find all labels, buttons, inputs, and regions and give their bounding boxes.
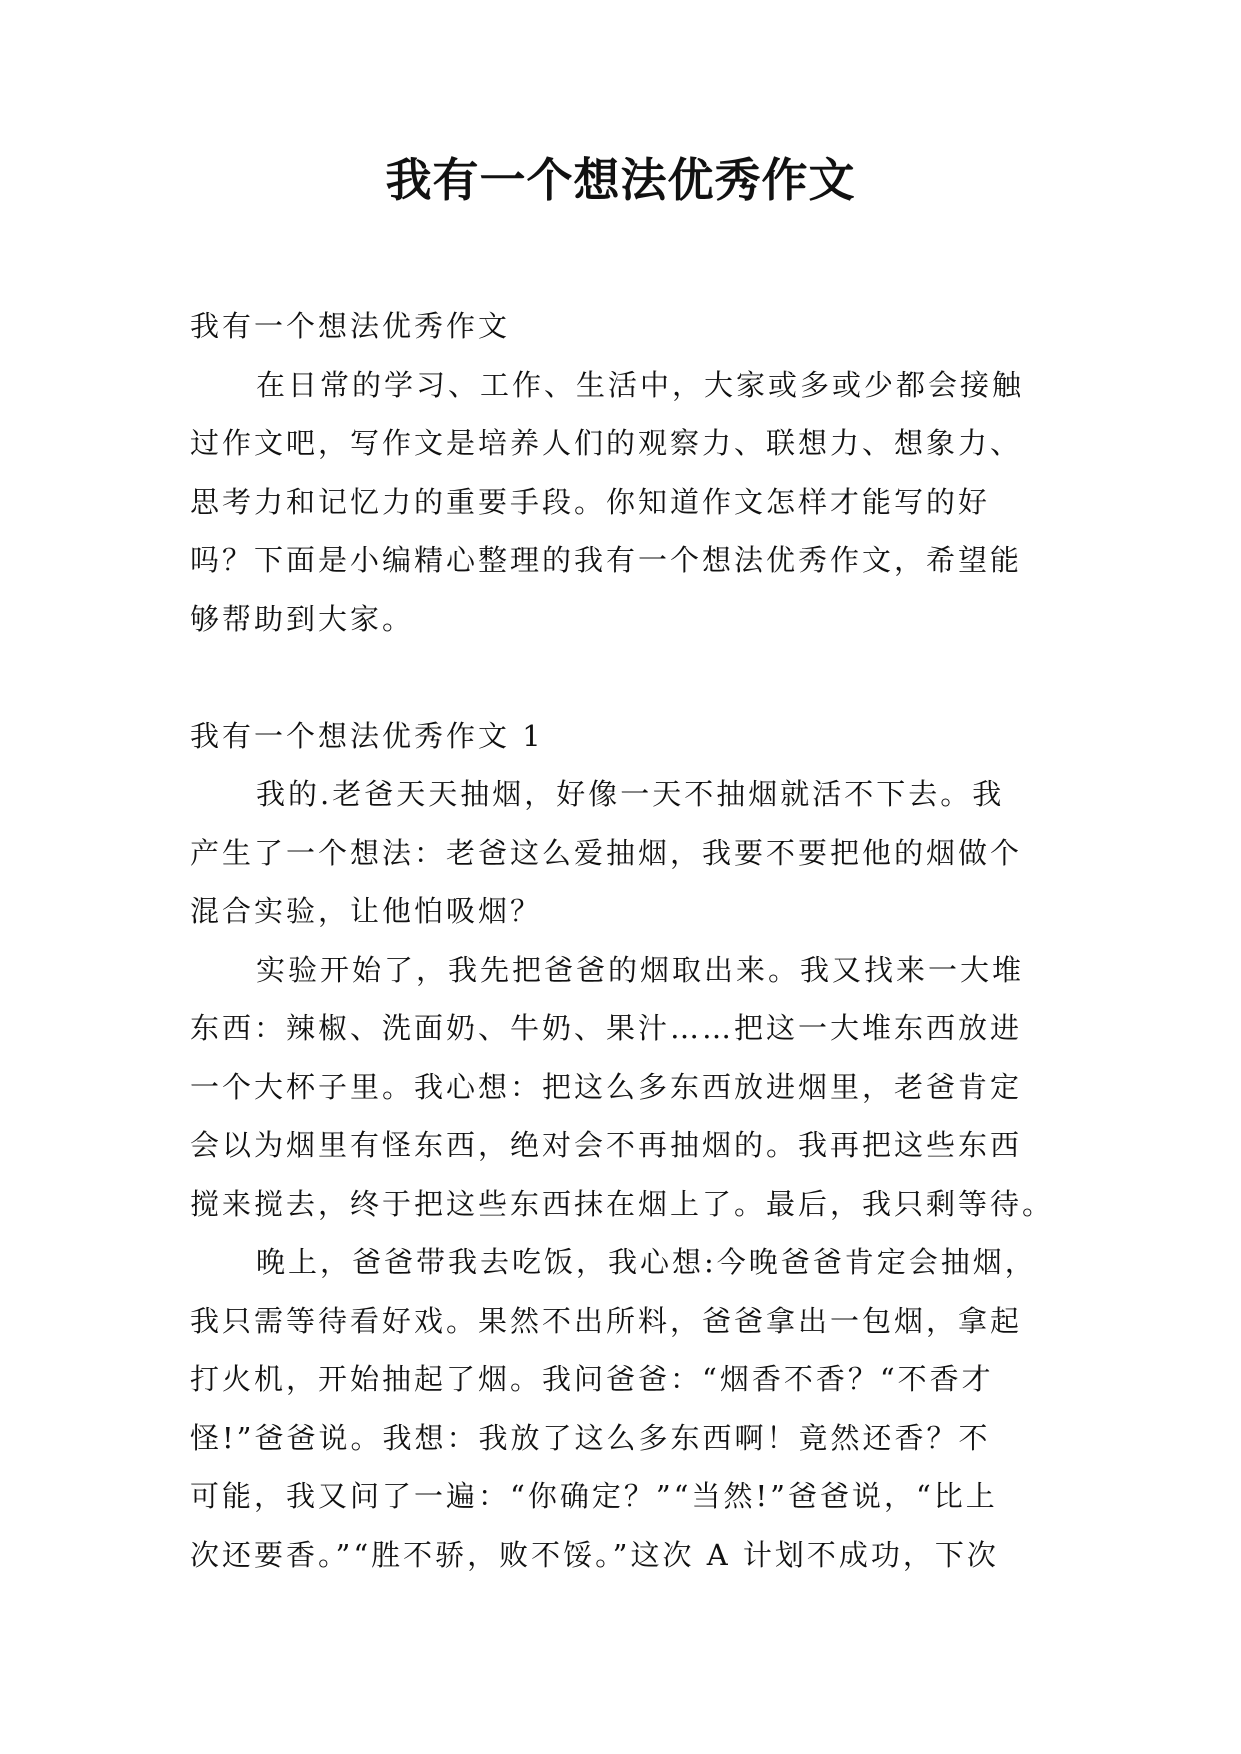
paragraph-line: 过作文吧，写作文是培养人们的观察力、联想力、想象力、 [190,426,1023,460]
paragraph-line: 搅来搅去，终于把这些东西抹在烟上了。最后，我只剩等待。 [190,1186,1055,1221]
intro-heading: 我有一个想法优秀作文 [190,309,511,343]
paragraph-line: 够帮助到大家。 [190,601,415,636]
paragraph-line: 可能，我又问了一遍：“你确定？”“当然!”爸爸说，“比上 [190,1479,998,1513]
section-heading: 我有一个想法优秀作文 1 [190,718,544,753]
paragraph-line: 思考力和记忆力的重要手段。你知道作文怎样才能写的好 [190,484,991,519]
paragraph-2 [190,941,1060,1234]
paragraph-line: 产生了一个想法：老爸这么爱抽烟，我要不要把他的烟做个 [190,835,1023,870]
paragraph-1 [190,765,1060,941]
paragraph-line: 怪!”爸爸说。我想：我放了这么多东西啊！竟然还香？不 [190,1420,991,1455]
paragraph-line: 实验开始了，我先把爸爸的烟取出来。我又找来一大堆 [256,952,1025,987]
intro-paragraph [190,356,1060,649]
paragraph-line: 在日常的学习、工作、生活中，大家或多或少都会接触 [256,367,1025,402]
paragraph-line: 混合实验，让他怕吸烟？ [190,894,543,928]
paragraph-line: 吗？下面是小编精心整理的我有一个想法优秀作文，希望能 [190,543,1023,577]
paragraph-line: 打火机，开始抽起了烟。我问爸爸：“烟香不香？“不香才 [190,1362,994,1396]
paragraph-line: 东西：辣椒、洗面奶、牛奶、果汁……把这一大堆东西放进 [190,1011,1023,1045]
paragraph-line: 会以为烟里有怪东西，绝对会不再抽烟的。我再把这些东西 [190,1128,1023,1162]
document-body [190,297,1060,1584]
paragraph-line: 我的.老爸天天抽烟，好像一天不抽烟就活不下去。我 [256,777,1005,811]
paragraph-line: 我只需等待看好戏。果然不出所料，爸爸拿出一包烟，拿起 [190,1303,1023,1338]
document-title: 我有一个想法优秀作文 [385,153,856,207]
paragraph-line: 晚上，爸爸带我去吃饭，我心想:今晚爸爸肯定会抽烟， [256,1245,1037,1279]
paragraph-line: 次还要香。”“胜不骄，败不馁。”这次 A 计划不成功，下次 [190,1537,999,1572]
paragraph-line: 一个大杯子里。我心想：把这么多东西放进烟里，老爸肯定 [190,1069,1023,1104]
blank-line [190,648,1060,707]
paragraph-3 [190,1233,1060,1584]
